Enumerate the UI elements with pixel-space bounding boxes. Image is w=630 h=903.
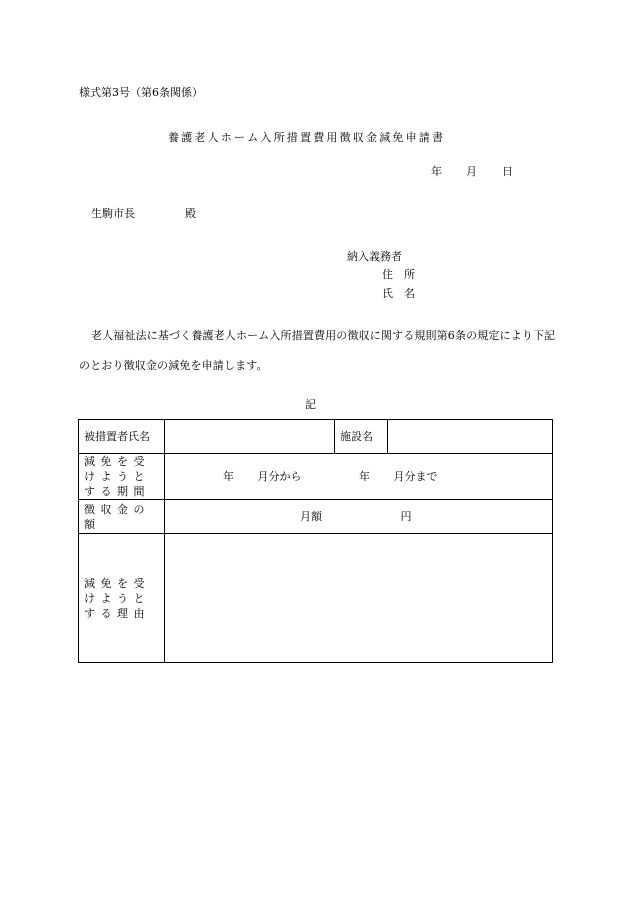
date-month-label: 月 (466, 165, 477, 178)
reason-field[interactable] (165, 534, 553, 663)
amount-field[interactable] (165, 500, 553, 534)
amount-monthly-label: 月額 (300, 510, 322, 523)
date-year-label: 年 (431, 165, 442, 178)
amount-label: 徴収金の額 (79, 500, 165, 534)
reason-label: 減免を受けようとする理由 (79, 534, 165, 663)
period-to-year: 年 (359, 470, 370, 483)
table-row-amount (79, 500, 553, 534)
application-table (78, 419, 553, 663)
facility-name-field[interactable] (388, 420, 553, 454)
period-to-month: 月分まで (393, 470, 438, 483)
form-number: 様式第3号（第6条関係） (79, 86, 203, 99)
table-row-person (79, 420, 553, 454)
addressee-honorific: 殿 (185, 207, 196, 220)
period-label: 減免を受けようとする期間 (79, 454, 165, 500)
person-name-label: 被措置者氏名 (79, 420, 165, 454)
person-name-field[interactable] (165, 420, 335, 454)
name-label: 氏名 (382, 287, 426, 300)
facility-name-label: 施設名 (335, 420, 388, 454)
period-field[interactable] (165, 454, 553, 500)
amount-unit: 円 (400, 510, 412, 523)
ki-heading: 記 (305, 398, 316, 411)
addressee: 生駒市長 (91, 207, 135, 220)
document-title: 養護老人ホーム入所措置費用徴収金減免申請書 (168, 131, 446, 144)
application-statement: 老人福祉法に基づく養護老人ホーム入所措置費用の徴収に関する規則第6条の規定により下記のとおり徴収金の減免を申請します。 (79, 329, 556, 372)
period-from-year: 年 (223, 470, 234, 483)
obligor-label: 納入義務者 (347, 250, 402, 263)
period-from-month: 月分から (257, 470, 302, 483)
date-day-label: 日 (502, 165, 513, 178)
address-label: 住所 (382, 268, 426, 281)
table-row-period (79, 454, 553, 500)
table-row-reason (79, 534, 553, 663)
